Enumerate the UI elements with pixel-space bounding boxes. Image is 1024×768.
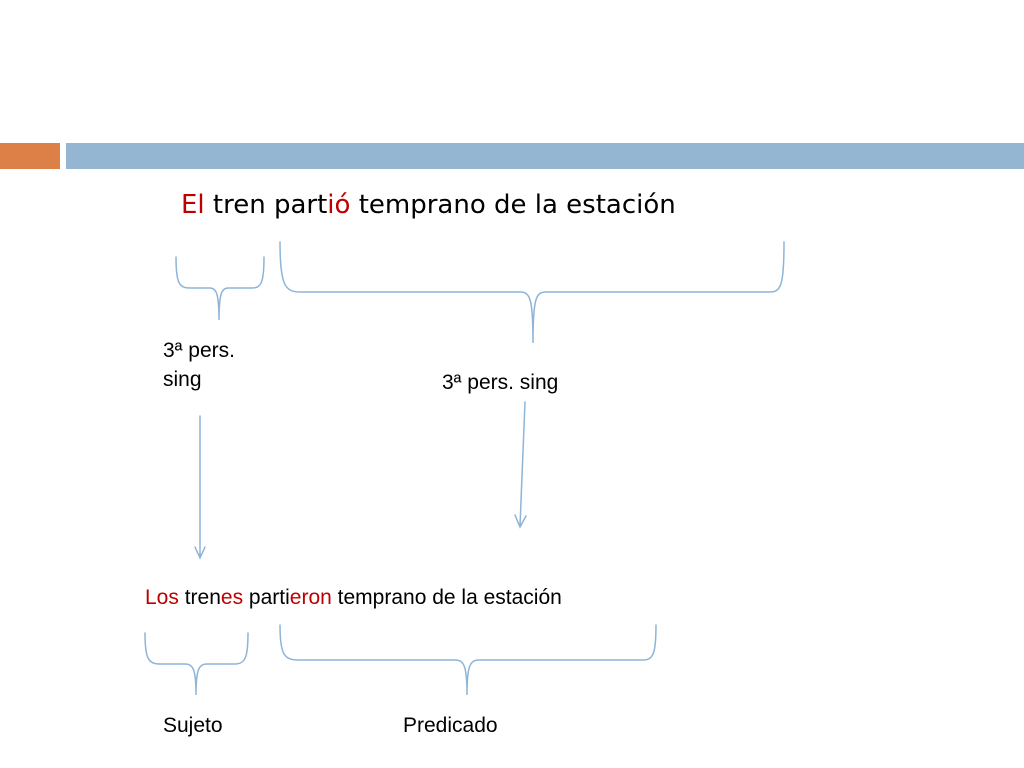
left-arrow <box>195 416 205 558</box>
right-arrow <box>515 402 526 527</box>
article-los: Los <box>145 586 179 609</box>
noun-tren: tren part <box>212 190 328 220</box>
verb-plural-ending: eron <box>289 586 332 609</box>
plural-sentence <box>145 586 562 610</box>
subject-label: Sujeto <box>163 714 223 737</box>
rest-of-sentence-bottom: temprano de la estación <box>337 586 562 609</box>
top-predicate-brace <box>280 242 784 343</box>
predicate-person-label: 3ª pers. sing <box>442 371 559 394</box>
noun-plural-ending: es <box>220 586 244 609</box>
bottom-subject-brace <box>145 633 248 695</box>
subject-person-label: 3ª pers. sing <box>163 339 235 391</box>
top-subject-brace <box>176 257 264 320</box>
bottom-predicate-brace <box>280 625 656 695</box>
rest-of-sentence-top: temprano de la estación <box>358 190 676 220</box>
noun-stem-tren: tren <box>184 586 221 609</box>
predicate-label: Predicado <box>403 714 498 737</box>
verb-ending-singular: ió <box>327 190 351 220</box>
article-el: El <box>181 190 205 220</box>
verb-stem-parti: parti <box>248 586 290 609</box>
